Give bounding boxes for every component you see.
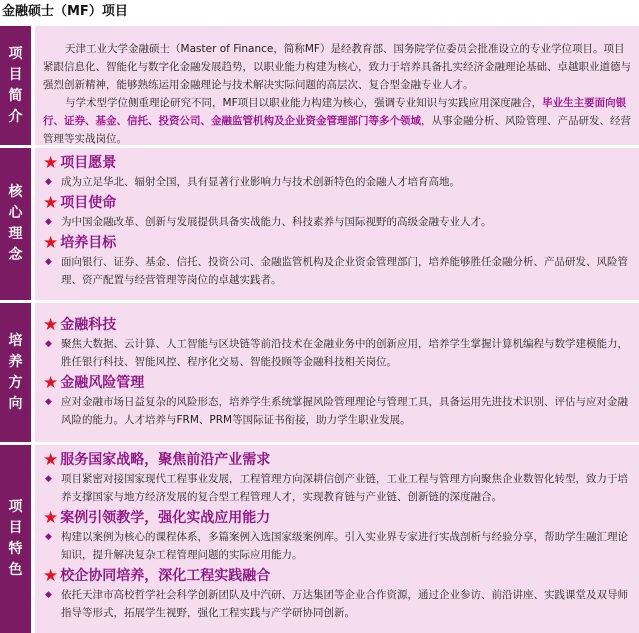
label-char: 目 [8, 520, 23, 536]
section-intro [0, 26, 639, 145]
label-char: 培 [8, 332, 23, 349]
star-icon: ★ [43, 508, 59, 528]
section-label-features [0, 445, 31, 633]
intro-paragraph-1: 天津工业大学金融硕士（Master of Finance，简称MF）是经教育部、国务院学位委员会批准设立的专业学位项目。项目紧跟信息化、智能化与数字化金融发展趋势，以职业能力构建为核心，致力于培养具备扎实经济金融理论基础、卓越职业道德与强烈创新精神，能够熟练运用金融理论与技术解决实际问题的高层次、复合型金融专业人才。 [43, 43, 631, 91]
directions-content [35, 303, 639, 442]
diamond-bullet-icon: ◆ [45, 474, 52, 484]
item-text: 面向银行、证券、基金、信托、投资公司、金融监管机构及企业资金管理部门，培养能够胜任金融分析、产品研发、风险管理、资产配置与经营管理等岗位的卓越实践者。 [61, 256, 628, 286]
label-char: 核 [8, 184, 23, 200]
star-icon: ★ [43, 193, 59, 213]
star-icon: ★ [43, 153, 59, 173]
star-icon: ★ [43, 566, 59, 586]
section-features [0, 445, 639, 633]
star-icon: ★ [43, 233, 59, 253]
section-label-intro [0, 26, 31, 145]
diamond-bullet-icon: ◆ [45, 397, 52, 407]
label-char: 特 [8, 541, 23, 557]
label-char: 项 [8, 45, 23, 62]
item-heading [43, 566, 631, 586]
star-icon: ★ [43, 450, 59, 470]
label-char: 心 [8, 205, 23, 221]
item-heading [43, 233, 631, 253]
page-title: 金融硕士（MF）项目 [2, 4, 128, 19]
intro-highlight: 毕业生主要面向银行、证券、基金、信托、投资公司、金融监管机构及企业资金管理部门等多个领域 [43, 97, 627, 127]
heading-text: 金融科技 [60, 317, 117, 333]
label-char: 项 [8, 499, 23, 515]
label-char: 简 [8, 87, 23, 104]
section-label-core [0, 148, 31, 300]
intro-content [35, 26, 639, 145]
intro-text: 与学术型学位侧重理论研究不同，MF项目以职业能力构建为核心，强调专业知识与实践应用深度融合， [65, 97, 543, 109]
section-core [0, 148, 639, 300]
diamond-bullet-icon: ◆ [45, 217, 52, 227]
intro-text: ，从事金融分析、风险管理、产品研发、经营管理等实战岗位。 [43, 115, 631, 145]
diamond-bullet-icon: ◆ [45, 177, 52, 187]
features-content [35, 445, 639, 633]
label-char: 介 [8, 108, 23, 125]
item-heading [43, 373, 631, 393]
item-heading [43, 153, 631, 173]
list-item [43, 470, 631, 506]
label-char: 方 [8, 374, 23, 391]
label-char: 理 [8, 226, 23, 242]
label-char: 目 [8, 66, 23, 83]
list-item [43, 393, 631, 429]
item-text: 构建以案例为核心的课程体系，多篇案例入选国家级案例库。引入实业界专家进行实战剖析与经验分享，帮助学生融汇理论知识，提升解决复杂工程管理问题的实际应用能力。 [61, 531, 628, 561]
item-text: 项目紧密对接国家现代工程事业发展，工程管理方向深耕信创产业链，工业工程与管理方向聚焦企业数智化转型，致力于培养支撑国家与地方经济发展的复合型工程管理人才，实现教育链与产业链、创新链的深度融合。 [61, 473, 628, 503]
item-heading [43, 508, 631, 528]
section-label-directions [0, 303, 31, 442]
heading-text: 金融风险管理 [60, 375, 145, 391]
intro-paragraph-2 [43, 94, 631, 145]
diamond-bullet-icon: ◆ [45, 257, 52, 267]
item-text: 应对金融市场日益复杂的风险形态，培养学生系统掌握风险管理理论与管理工具，具备运用先进技术识别、评估与应对金融风险的能力。人才培养与FRM、PRM等国际证书衔接，助力学生职业发展。 [61, 396, 628, 426]
item-text: 成为立足华北、辐射全国，具有显著行业影响力与技术创新特色的金融人才培育高地。 [61, 176, 460, 188]
core-content [35, 148, 639, 300]
list-item [43, 173, 631, 191]
list-item [43, 586, 631, 622]
item-heading [43, 450, 631, 470]
heading-text: 校企协同培养，深化工程实践融合 [60, 568, 271, 584]
item-heading [43, 193, 631, 213]
item-heading [43, 315, 631, 335]
item-text: 依托天津市高校哲学社会科学创新团队及中汽研、万达集团等企业合作资源，通过企业参访、前沿讲座、实践课堂及双导师指导等形式，拓展学生视野，强化工程实践与产学研协同创新。 [61, 589, 628, 619]
item-text: 聚焦大数据、云计算、人工智能与区块链等前沿技术在金融业务中的创新应用，培养学生掌握计算机编程与数学建模能力，胜任银行科技、智能风控、程序化交易、智能投顾等金融科技相关岗位。 [61, 338, 628, 368]
star-icon: ★ [43, 373, 59, 393]
section-directions [0, 303, 639, 442]
diamond-bullet-icon: ◆ [45, 532, 52, 542]
label-char: 养 [8, 353, 23, 370]
list-item [43, 213, 631, 231]
label-char: 念 [8, 247, 23, 263]
heading-text: 培养目标 [60, 235, 117, 251]
heading-text: 项目愿景 [60, 155, 117, 171]
list-item [43, 253, 631, 289]
heading-text: 案例引领教学，强化实战应用能力 [60, 510, 271, 526]
list-item [43, 528, 631, 564]
diamond-bullet-icon: ◆ [45, 339, 52, 349]
diamond-bullet-icon: ◆ [45, 590, 52, 600]
label-char: 向 [8, 395, 23, 412]
heading-text: 服务国家战略，聚焦前沿产业需求 [60, 452, 271, 468]
star-icon: ★ [43, 315, 59, 335]
heading-text: 项目使命 [60, 195, 117, 211]
list-item [43, 335, 631, 371]
label-char: 色 [8, 562, 23, 578]
item-text: 为中国金融改革、创新与发展提供具备实战能力、科技素养与国际视野的高级金融专业人才。 [61, 216, 492, 228]
